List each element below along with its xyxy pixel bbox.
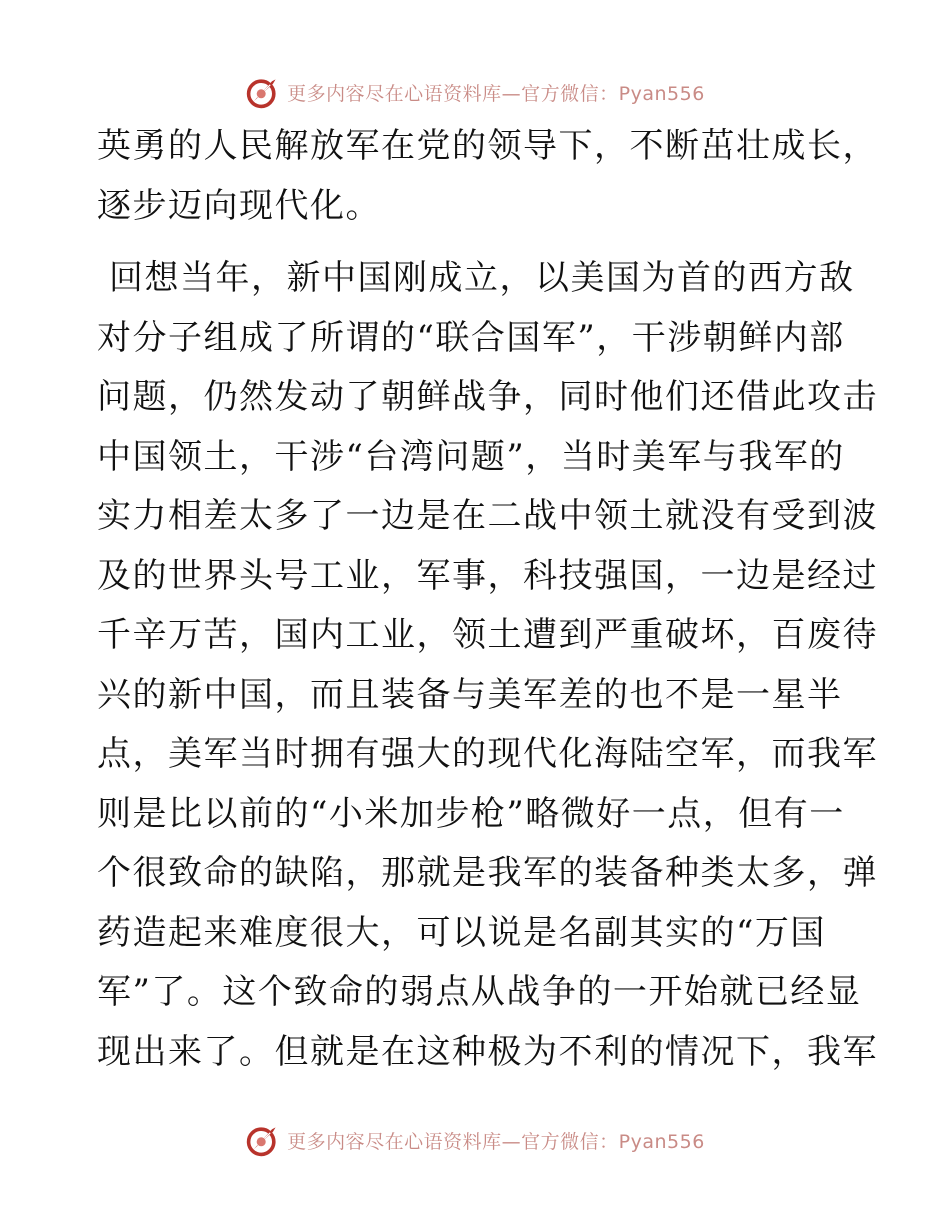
text-line: 军”了。这个致命的弱点从战争的一开始就已经显 (97, 972, 862, 1012)
text-line: 问题，仍然发动了朝鲜战争，同时他们还借此攻击 (97, 377, 878, 417)
text-line: 逐步迈向现代化。 (97, 185, 381, 226)
text-line: 现出来了。但就是在这种极为不利的情况下，我军 (97, 1031, 878, 1072)
paragraph (97, 117, 878, 236)
text-line: 则是比以前的“小米加步枪”略微好一点，但有一 (97, 793, 845, 834)
text-line: 实力相差太多了一边是在二战中领土就没有受到波 (97, 496, 878, 536)
paragraph-gap (97, 236, 857, 249)
text-line: 中国领土，干涉“台湾问题”，当时美军与我军的 (97, 436, 845, 477)
text-line: 个很致命的缺陷，那就是我军的装备种类太多，弹 (97, 853, 878, 893)
feather-quill-logo-icon (245, 74, 281, 110)
text-line: 回想当年，新中国刚成立，以美国为首的西方敌 (109, 258, 855, 298)
text-line: 点，美军当时拥有强大的现代化海陆空军，而我军 (97, 734, 878, 774)
text-line: 及的世界头号工业，军事，科技强国，一边是经过 (97, 555, 878, 596)
footer-banner (0, 1120, 950, 1160)
text-line: 对分子组成了所谓的“联合国军”，干涉朝鲜内部 (97, 317, 845, 358)
text-line: 英勇的人民解放军在党的领导下，不断茁壮成长， (97, 126, 878, 166)
text-line: 千辛万苦，国内工业，领土遭到严重破坏，百废待 (97, 615, 878, 655)
text-line: 兴的新中国，而且装备与美军差的也不是一星半 (97, 674, 843, 715)
header-banner (0, 72, 950, 112)
footer-banner-text: 更多内容尽在心语资料库—官方微信：Pyan556 (287, 1130, 705, 1153)
paragraph (97, 249, 878, 1082)
feather-quill-logo-icon (245, 1122, 281, 1158)
text-line: 药造起来难度很大，可以说是名副其实的“万国 (97, 912, 826, 953)
header-banner-text: 更多内容尽在心语资料库—官方微信：Pyan556 (287, 82, 705, 105)
document-body (97, 117, 878, 1082)
